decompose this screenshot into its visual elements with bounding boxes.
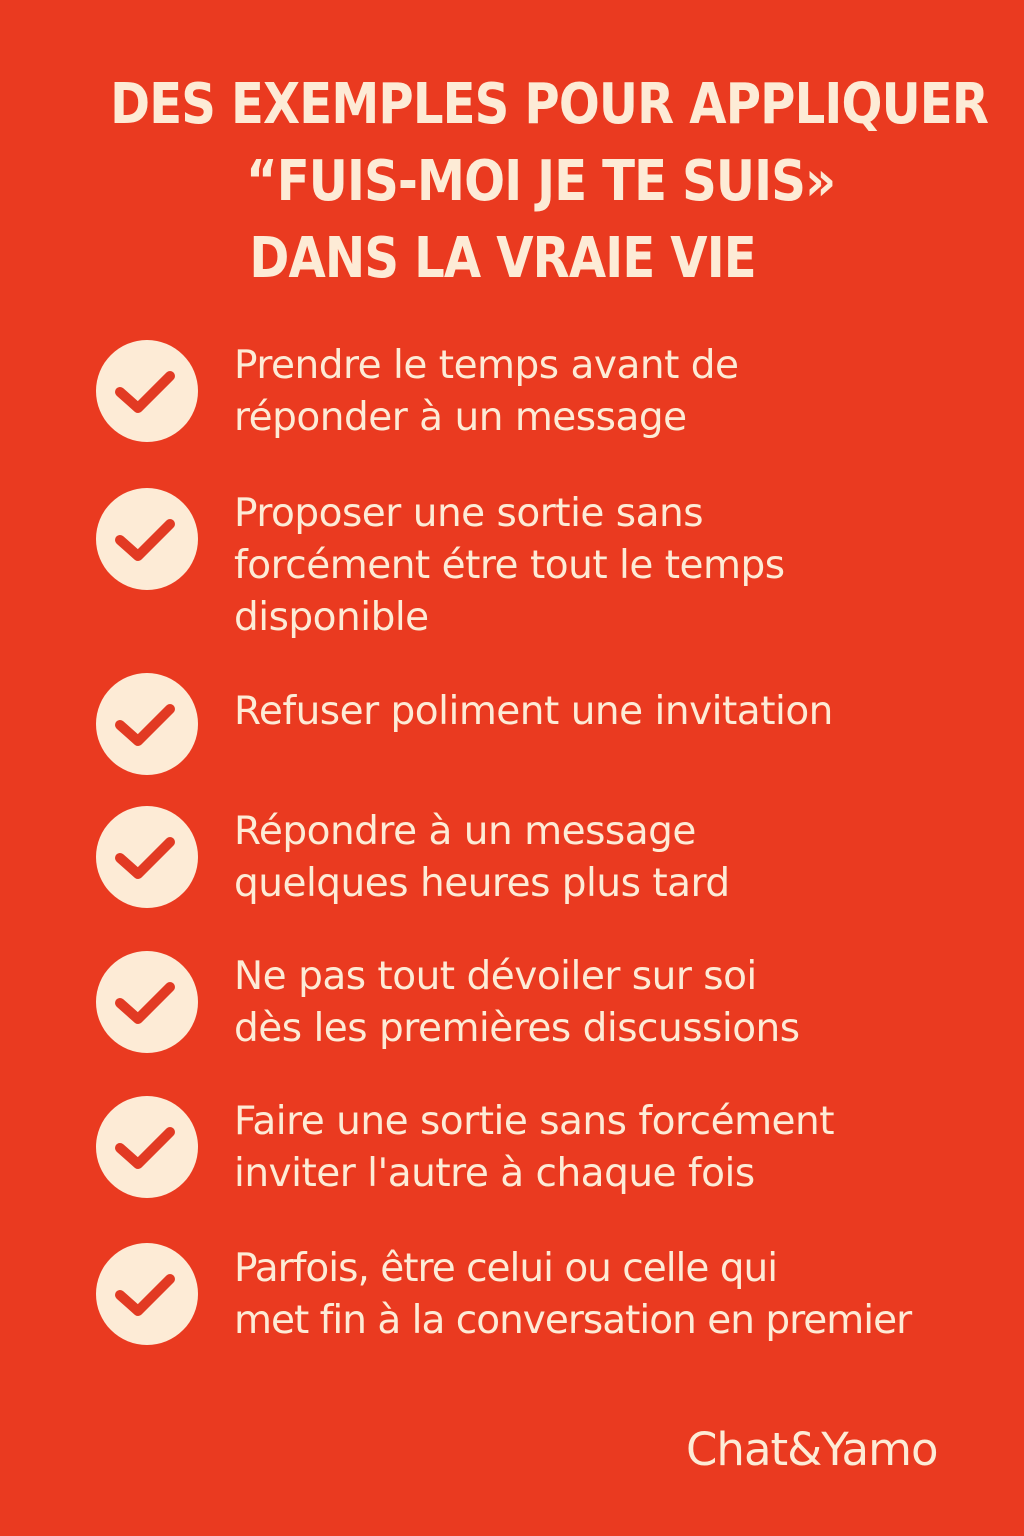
list-item-text: Répondre à un message quelques heures plus tard — [234, 809, 730, 906]
list-item-text: Proposer une sortie sans forcément étre tout le temps disponible — [234, 491, 785, 640]
list-item-text: Refuser poliment une invitation — [234, 689, 833, 734]
list-item-text: Ne pas tout dévoiler sur soi dès les premières discussions — [234, 954, 800, 1051]
title-line-2: “FUIS-MOI JE TE SUIS» — [245, 149, 836, 214]
list-item-text: Parfois, être celui ou celle qui met fin à la conversation en premier — [234, 1246, 912, 1343]
poster-title — [0, 66, 989, 297]
checkmark-icon — [96, 488, 198, 590]
list-item-text: Faire une sortie sans forcément inviter l'autre à chaque fois — [234, 1099, 835, 1196]
checkmark-icon — [96, 1096, 198, 1198]
list-item-text: Prendre le temps avant de réponder à un message — [234, 343, 739, 440]
checkmark-icon — [96, 340, 198, 442]
checkmark-icon — [96, 951, 198, 1053]
checkmark-icon — [96, 1243, 198, 1345]
checkmark-icon — [96, 673, 198, 775]
checkmark-icon — [96, 806, 198, 908]
title-line-1: DES EXEMPLES POUR APPLIQUER — [110, 72, 989, 137]
brand-logo-text: Chat&Yamo — [686, 1423, 938, 1476]
title-line-3: DANS LA VRAIE VIE — [249, 226, 756, 291]
